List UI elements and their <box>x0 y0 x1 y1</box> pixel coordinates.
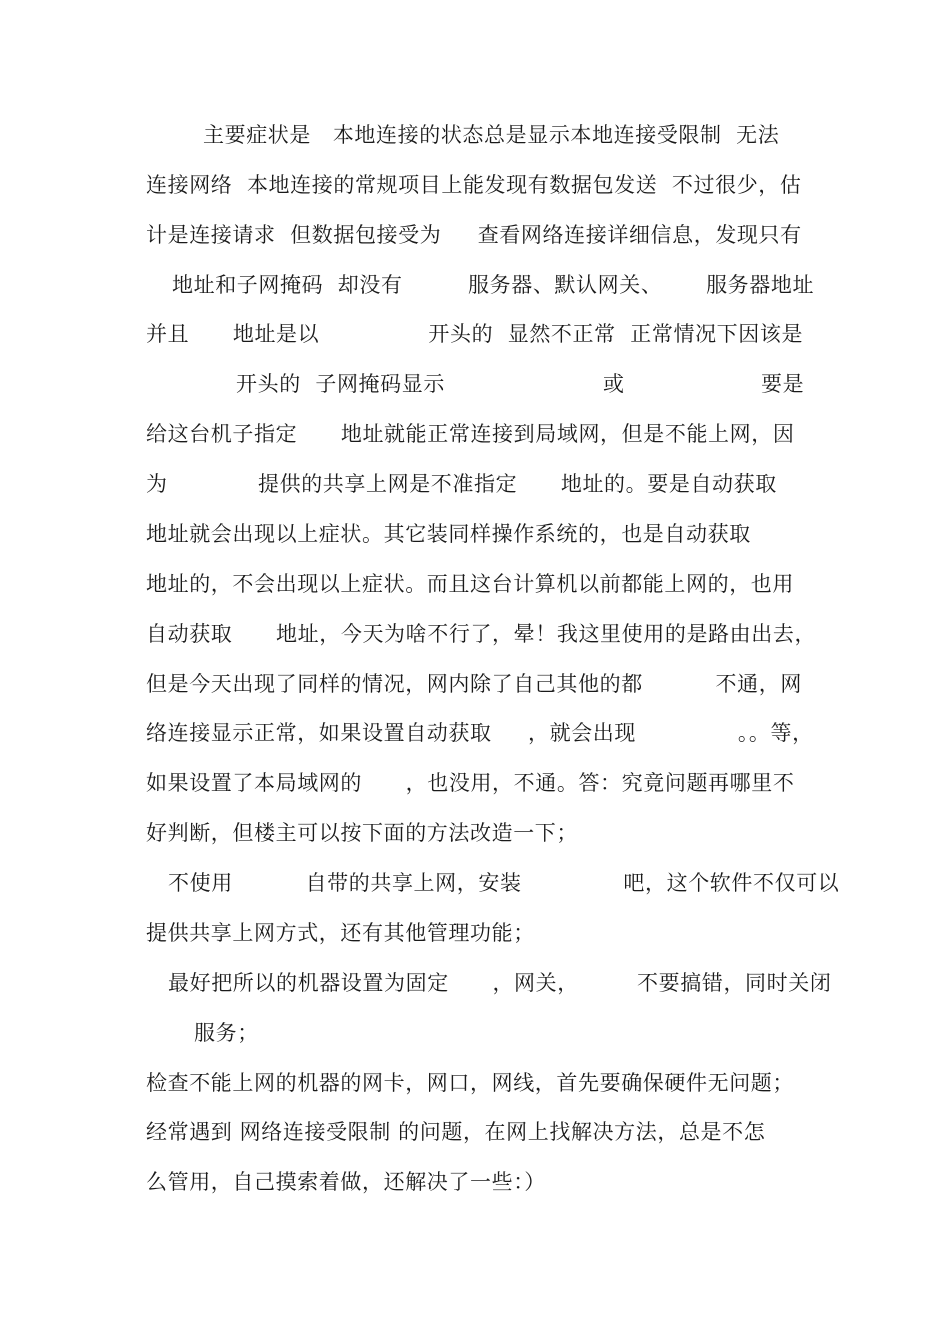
text-line-8b: 提供的共享上网是不准指定 地址的。要是自动获取 <box>258 472 777 496</box>
text-line-13: 络连接显示正常，如果设置自动获取 ，就会出现 。。等， <box>146 721 814 745</box>
text-line-19: 服务； <box>194 1021 259 1045</box>
text-line-9: 地址就会出现以上症状。其它装同样操作系统的，也是自动获取 <box>146 522 751 546</box>
text-line-16: 不使用 自带的共享上网，安装 吧，这个软件不仅可以 <box>168 871 840 895</box>
text-line-2: 连接网络 本地连接的常规项目上能发现有数据包发送 不过很少，估 <box>146 173 802 197</box>
text-line-10: 地址的，不会出现以上症状。而且这台计算机以前都能上网的，也用 <box>146 572 794 596</box>
text-line-11: 自动获取 地址，今天为啥不行了，晕！我这里使用的是路由出去， <box>146 622 817 646</box>
text-line-8a: 为 <box>146 472 168 496</box>
text-line-14: 如果设置了本局域网的 ，也没用，不通。答：究竟问题再哪里不 <box>146 771 795 795</box>
text-line-6a: 开头的 子网掩码显示 <box>236 372 445 396</box>
text-line-3: 计是连接请求 但数据包接受为 查看网络连接详细信息，发现只有 <box>146 223 802 247</box>
text-line-17: 提供共享上网方式，还有其他管理功能； <box>146 921 535 945</box>
text-line-20: 检查不能上网的机器的网卡，网口，网线，首先要确保硬件无问题； <box>146 1071 794 1095</box>
text-line-6c: 要是 <box>761 372 805 396</box>
text-line-4: 地址和子网掩码 却没有 服务器、默认网关、 服务器地址 <box>172 273 815 297</box>
text-line-18: 最好把所以的机器设置为固定 ，网关， 不要搞错，同时关闭 <box>168 971 832 995</box>
text-line-12: 但是今天出现了同样的情况，网内除了自己其他的都 不通，网 <box>146 672 802 696</box>
text-line-5: 并且 地址是以 开头的 显然不正常 正常情况下因该是 <box>146 322 804 346</box>
text-line-1: 主要症状是 本地连接的状态总是显示本地连接受限制 无法 <box>203 123 780 147</box>
text-line-22: 么管用，自己摸索着做，还解决了一些：） <box>146 1170 546 1194</box>
text-line-15: 好判断，但楼主可以按下面的方法改造一下； <box>146 821 578 845</box>
text-line-21: 经常遇到 网络连接受限制 的问题，在网上找解决方法，总是不怎 <box>146 1120 766 1144</box>
text-line-6b: 或 <box>603 372 625 396</box>
text-line-7: 给这台机子指定 地址就能正常连接到局域网，但是不能上网，因 <box>146 422 795 446</box>
